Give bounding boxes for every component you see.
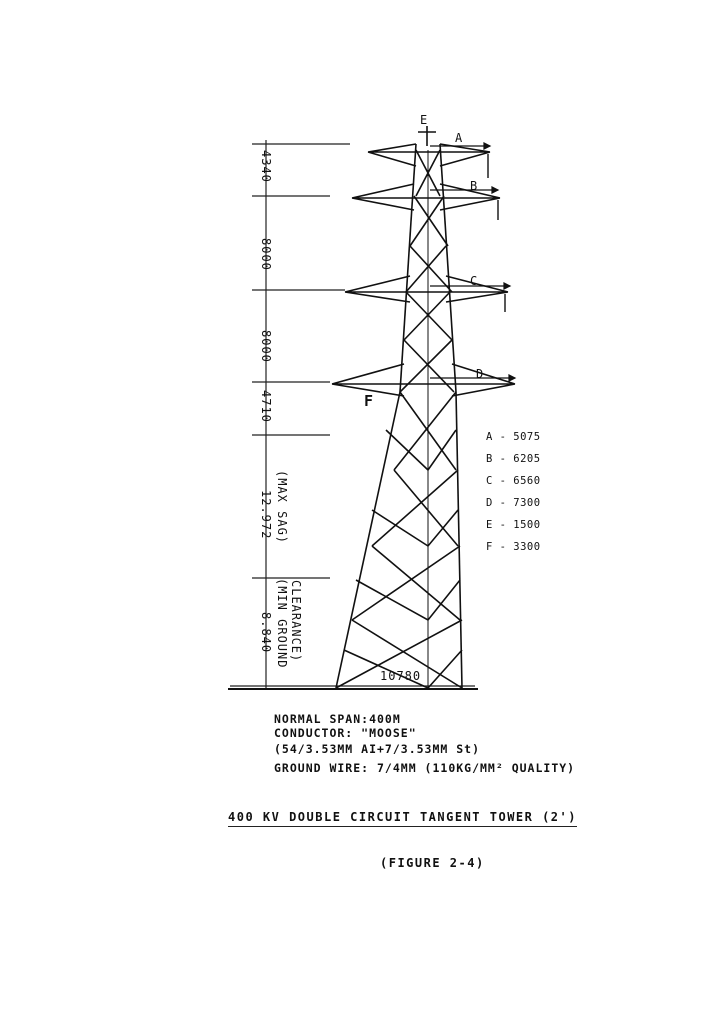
figure-number: (FIGURE 2-4) [380,856,485,870]
dim-upper-panel: 8000 [259,238,273,271]
label-b: B [470,179,479,193]
dim-clearance: 8.840 [259,612,273,654]
label-d: D [476,367,485,381]
legend-item: F - 3300 [486,541,541,553]
note-conductor: CONDUCTOR: "MOOSE" [274,726,417,740]
dim-sag-note: (MAX SAG) [275,470,289,545]
figure-title: 400 KV DOUBLE CIRCUIT TANGENT TOWER (2') [228,810,577,827]
legend-item: E - 1500 [486,519,541,531]
label-e: E [420,113,429,127]
legend-item: A - 5075 [486,431,541,443]
legend [486,431,541,553]
label-f: F [364,392,375,410]
dim-sag: 12.972 [259,490,273,540]
legend-item: B - 6205 [486,453,541,465]
legend-item: C - 6560 [486,475,541,487]
note-span: NORMAL SPAN:400M [274,712,401,726]
legend-item: D - 7300 [486,497,541,509]
dim-top-arm: 4340 [259,150,273,183]
dim-middle-panel: 8000 [259,330,273,363]
label-a: A [455,131,464,145]
label-c: C [470,274,479,288]
tower-structure [332,126,515,688]
dim-clearance-note-1: (MIN GROUND [275,578,289,669]
note-ground-wire: GROUND WIRE: 7/4MM (110KG/MM² QUALITY) [274,761,576,775]
base-width: 10780 [380,669,422,683]
note-conductor-spec: (54/3.53MM AI+7/3.53MM St) [274,742,481,756]
dim-clearance-note-2: CLEARANCE) [289,580,303,663]
dim-lower-panel: 4710 [259,390,273,423]
